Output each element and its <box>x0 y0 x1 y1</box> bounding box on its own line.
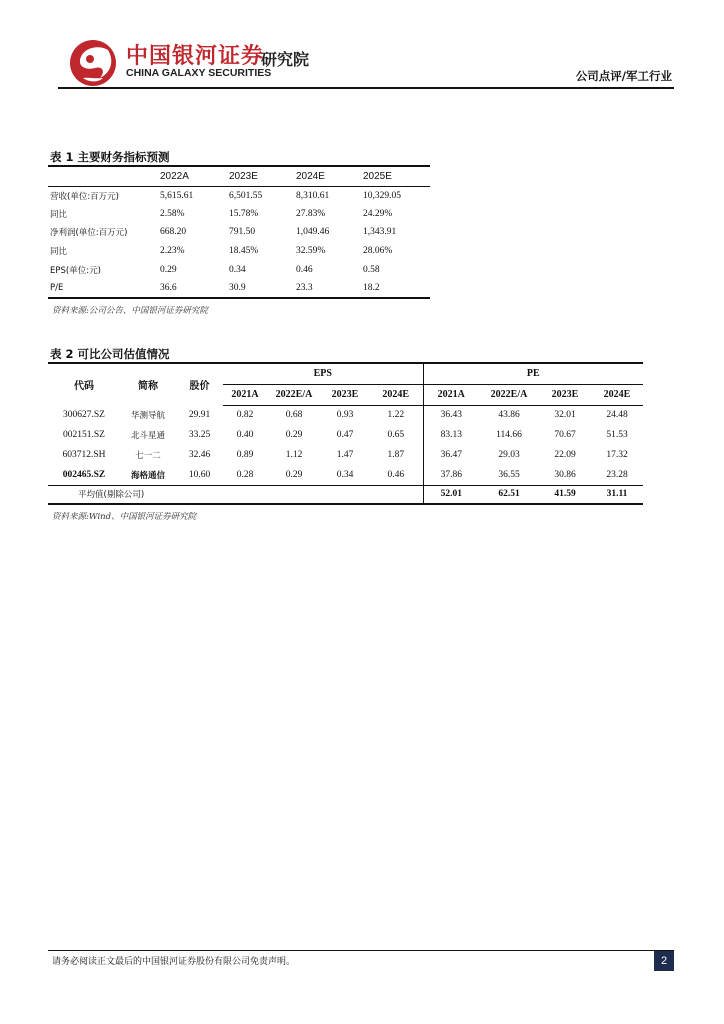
column-header: 2023E <box>225 166 292 186</box>
eps-cell: 0.40 <box>236 430 254 440</box>
table-row <box>48 425 643 445</box>
cell: 5,615.61 <box>160 190 194 201</box>
footer-disclaimer: 请务必阅读正文最后的中国银河证券股份有限公司免责声明。 <box>52 957 296 967</box>
pe-cell: 36.43 <box>423 405 479 425</box>
cell: 15.78% <box>229 208 259 219</box>
cell: 23.3 <box>296 282 313 293</box>
table-row <box>48 205 430 224</box>
stock-code: 002151.SZ <box>63 430 105 440</box>
column-header-year: 2021A <box>223 384 267 405</box>
cell: 6,501.55 <box>229 190 263 201</box>
row-label: 营收(单位:百万元) <box>50 191 119 202</box>
avg-pe-cell: 31.11 <box>591 485 643 504</box>
cell: 1,343.91 <box>363 227 397 238</box>
column-header: 2024E <box>292 166 359 186</box>
table-header-row <box>48 166 430 186</box>
pe-cell: 22.09 <box>554 450 576 460</box>
average-label: 平均值(剔除公司) <box>48 485 423 504</box>
row-label: P/E <box>50 282 64 293</box>
column-header-year: 2024E <box>369 384 423 405</box>
table-row <box>48 223 430 242</box>
document-type: 公司点评/军工行业 <box>575 69 672 83</box>
table-row <box>48 279 430 298</box>
column-group-pe: PE <box>423 363 643 384</box>
eps-cell: 0.29 <box>285 430 303 440</box>
eps-cell: 1.22 <box>387 410 405 421</box>
eps-cell: 0.47 <box>336 430 354 440</box>
table-row <box>48 186 430 205</box>
column-header-code: 代码 <box>74 381 94 392</box>
pe-cell: 29.03 <box>498 450 520 460</box>
table-header-row <box>48 363 643 384</box>
brand-institute: 研究院 <box>261 50 310 69</box>
pe-cell: 43.86 <box>498 410 520 421</box>
eps-cell: 0.46 <box>387 469 405 480</box>
cell: 18.2 <box>363 282 380 293</box>
pe-cell: 23.28 <box>606 469 628 480</box>
cell: 0.34 <box>229 264 246 275</box>
pe-cell: 114.66 <box>496 430 522 440</box>
column-group-eps: EPS <box>313 368 332 380</box>
eps-cell: 0.93 <box>336 410 354 421</box>
brand-name-cn: 中国银河证券 <box>126 44 265 69</box>
column-header <box>48 166 156 186</box>
cell: 28.06% <box>363 246 393 257</box>
cell: 32.59% <box>296 246 326 257</box>
cell: 8,310.61 <box>296 190 330 201</box>
pe-cell: 36.55 <box>498 469 520 480</box>
pe-cell: 36.47 <box>423 445 479 465</box>
row-label: 同比 <box>50 247 68 258</box>
column-header-year: 2023E <box>539 384 591 405</box>
pe-cell: 37.86 <box>423 465 479 485</box>
eps-cell: 0.28 <box>236 469 254 480</box>
page-number: 2 <box>654 951 674 971</box>
cell: 0.29 <box>160 264 177 275</box>
stock-code: 603712.SH <box>62 450 106 460</box>
pe-cell: 70.67 <box>554 430 576 440</box>
cell: 36.6 <box>160 282 177 293</box>
cell: 2.23% <box>160 246 185 257</box>
column-header-name: 简称 <box>138 381 158 392</box>
column-header-year: 2022E/A <box>267 384 321 405</box>
column-header-year: 2021A <box>423 384 479 405</box>
eps-cell: 0.34 <box>336 469 354 480</box>
table-row <box>48 465 643 485</box>
table-row <box>48 260 430 279</box>
eps-cell: 0.68 <box>285 410 303 421</box>
stock-price: 29.91 <box>188 410 211 420</box>
table1-caption: 表 1 主要财务指标预测 <box>50 150 170 164</box>
stock-name: 海格通信 <box>130 470 165 481</box>
stock-price: 10.60 <box>188 469 211 480</box>
cell: 0.46 <box>296 264 313 275</box>
stock-code: 300627.SZ <box>63 410 105 420</box>
stock-price: 32.46 <box>188 450 211 460</box>
row-label: 净利润(单位:百万元) <box>50 228 128 239</box>
table2-caption: 表 2 可比公司估值情况 <box>50 347 170 361</box>
stock-name: 七一二 <box>135 451 161 461</box>
pe-cell: 24.48 <box>606 410 628 421</box>
avg-pe-cell: 62.51 <box>479 485 539 504</box>
financial-forecast-table <box>48 165 430 299</box>
eps-cell: 0.29 <box>285 469 303 480</box>
eps-cell: 1.12 <box>285 450 303 460</box>
pe-cell: 17.32 <box>606 450 628 460</box>
column-header-year: 2024E <box>591 384 643 405</box>
pe-cell: 30.86 <box>554 469 576 480</box>
stock-price: 33.25 <box>188 430 211 440</box>
pe-cell: 32.01 <box>554 410 576 421</box>
cell: 668.20 <box>160 227 187 238</box>
eps-cell: 0.89 <box>236 450 254 460</box>
avg-pe-cell: 41.59 <box>539 485 591 504</box>
eps-cell: 1.87 <box>387 450 405 460</box>
cell: 0.58 <box>363 264 380 275</box>
row-label: 同比 <box>50 209 68 220</box>
footer-divider <box>48 950 674 951</box>
column-header-price: 股价 <box>189 381 210 392</box>
table2-source: 资料来源:Wind、中国银河证券研究院 <box>52 512 197 522</box>
eps-cell: 0.82 <box>236 410 254 421</box>
table-row <box>48 445 643 465</box>
column-header-year: 2023E <box>321 384 369 405</box>
stock-name: 北斗星通 <box>130 431 165 441</box>
pe-cell: 51.53 <box>606 430 628 440</box>
column-header-year: 2022E/A <box>479 384 539 405</box>
header-divider <box>58 87 674 89</box>
china-galaxy-logo-icon <box>68 38 118 88</box>
stock-code: 002465.SZ <box>62 469 106 480</box>
column-header: 2025E <box>359 166 430 186</box>
pe-cell: 83.13 <box>423 425 479 445</box>
table1-source: 资料来源:公司公告、中国银河证券研究院 <box>52 306 208 316</box>
brand-name-en: CHINA GALAXY SECURITIES <box>126 67 272 79</box>
eps-cell: 0.65 <box>387 430 405 440</box>
stock-name: 华测导航 <box>130 411 165 421</box>
eps-cell: 1.47 <box>336 450 354 460</box>
cell: 24.29% <box>363 208 393 219</box>
cell: 791.50 <box>229 227 256 238</box>
table-row <box>48 242 430 261</box>
cell: 2.58% <box>160 208 185 219</box>
average-row <box>48 485 643 504</box>
cell: 30.9 <box>229 282 246 293</box>
cell: 27.83% <box>296 208 326 219</box>
row-label: EPS(单位:元) <box>50 265 101 276</box>
cell: 18.45% <box>229 246 259 257</box>
page-header <box>58 30 674 90</box>
table-row <box>48 405 643 425</box>
cell: 1,049.46 <box>296 227 330 238</box>
cell: 10,329.05 <box>363 190 401 201</box>
comparable-valuation-table <box>48 362 643 505</box>
column-header: 2022A <box>156 166 225 186</box>
avg-pe-cell: 52.01 <box>423 485 479 504</box>
